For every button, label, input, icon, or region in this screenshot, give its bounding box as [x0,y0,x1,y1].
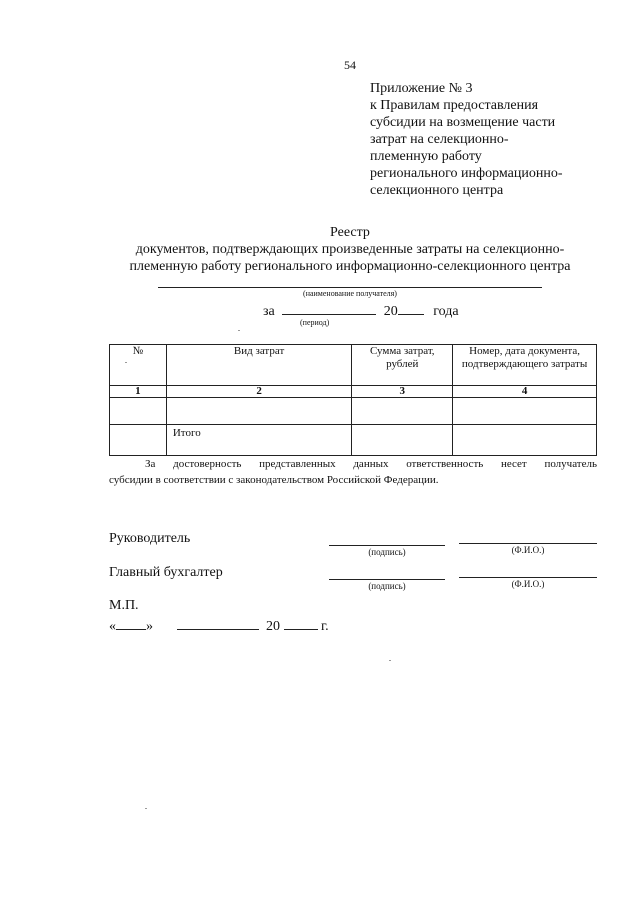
table-row [110,398,597,425]
page-number: 54 [344,58,356,72]
date-open-quote: « [109,619,116,634]
scan-speck [238,330,240,331]
declaration-line-1: За достоверность представленных данных ответственность несет получатель [145,458,597,470]
name-caption: (Ф.И.О.) [511,579,545,589]
title-line-3: племенную работу регионального информационно-селекционного центра [129,259,571,274]
name-caption: (Ф.И.О.) [511,545,545,555]
total-label: Итого [166,425,352,456]
period-suffix: года [433,304,459,319]
scan-speck [125,362,127,363]
annex-block [370,80,563,199]
table-total-row [110,425,597,456]
annex-line: племенную работу [370,149,482,164]
table-cell [110,398,167,425]
period-year-prefix: 20 [383,304,398,319]
header-expense-type: Вид затрат [166,345,352,386]
annex-line: субсидии на возмещение части [370,115,556,130]
signature-line [329,579,445,580]
signature-line [329,545,445,546]
period-blank [282,300,376,315]
annex-line: затрат на селекционно- [370,132,509,147]
signature-caption: (подпись) [368,581,406,591]
column-number: 2 [166,386,352,398]
table-header-row [110,345,597,386]
month-blank [177,615,259,630]
scan-speck [145,808,147,809]
table-cell [352,398,453,425]
signature-caption: (подпись) [368,547,406,557]
recipient-name-line [158,287,542,288]
period-prefix: за [263,304,275,319]
header-amount: Сумма затрат, рублей [352,345,453,386]
signature-label-accountant: Главный бухгалтер [109,565,223,580]
table-numbering-row [110,386,597,398]
annex-line: Приложение № 3 [370,81,473,96]
date-close-quote: » [146,619,153,634]
name-line [459,543,597,544]
header-number: № [110,345,167,386]
annex-line: регионального информационно- [370,166,563,181]
day-blank [116,615,146,630]
table-cell [453,398,597,425]
annex-line: селекционного центра [370,183,504,198]
stamp-placeholder: М.П. [109,598,139,613]
date-row [109,615,329,635]
column-number: 4 [453,386,597,398]
declaration-text [109,456,597,488]
date-year-prefix: 20 [266,619,280,634]
table-cell [352,425,453,456]
recipient-caption: (наименование получателя) [303,289,397,298]
date-suffix: г. [321,619,329,634]
table-cell [166,398,352,425]
table-cell [110,425,167,456]
declaration-line-2: субсидии в соответствии с законодательством Российской Федерации. [109,474,439,486]
period-caption: (период) [300,318,330,327]
year-blank [284,615,318,630]
register-table [109,344,597,456]
scan-speck [389,660,391,661]
period-row [263,300,459,320]
signature-label-director: Руководитель [109,531,191,546]
column-number: 1 [110,386,167,398]
column-number: 3 [352,386,453,398]
header-document: Номер, дата документа, подтверждающего затраты [453,345,597,386]
document-title [0,224,640,275]
table-cell [453,425,597,456]
annex-line: к Правилам предоставления [370,98,539,113]
title-line-1: Реестр [330,225,370,240]
name-line [459,577,597,578]
title-line-2: документов, подтверждающих произведенные затраты на селекционно- [135,242,565,257]
period-year-blank [398,300,424,315]
